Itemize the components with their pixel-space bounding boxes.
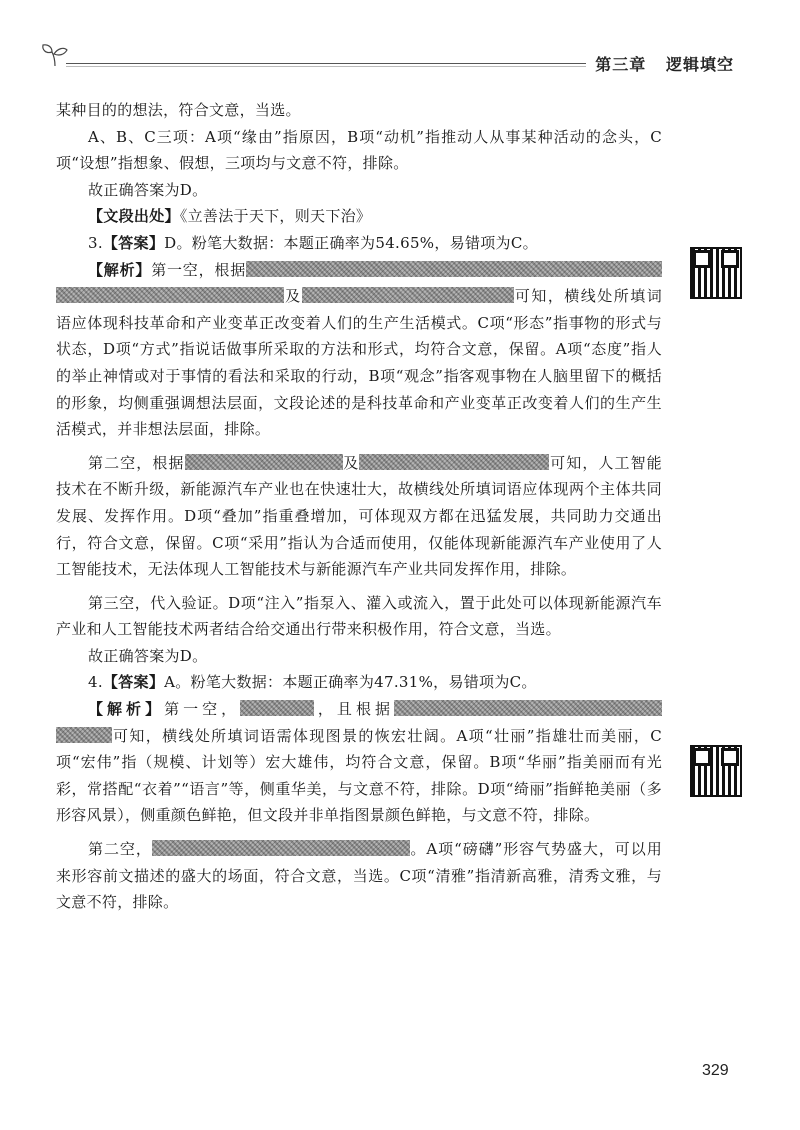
analysis-label: 【解析】 [88,260,152,279]
qr-code-icon[interactable] [690,745,742,797]
answer-line-4: 4.【答案】A。粉笔大数据：本题正确率为47.31%，易错项为C。 [88,673,537,692]
analysis-label: 【解析】 [88,700,165,719]
answer-line-3: 3.【答案】D。粉笔大数据：本题正确率为54.65%，易错项为C。 [88,233,538,252]
redacted-text [394,700,662,716]
answer-label: 【答案】 [102,233,165,252]
source-label: 【文段出处】 [88,207,180,226]
paragraph: 第二空， 。A项“磅礴”形容气势盛大，可以用来形容前文描述的盛大的场面，符合文意，当选。C项“清雅”指清新高雅，清秀文雅，与文意不符，排除。 [56,840,662,912]
redacted-text [185,454,343,470]
paragraph: 故正确答案为D。 [88,180,208,199]
redacted-text [152,840,410,856]
redacted-text [246,261,662,277]
paragraph: A、B、C三项：A项“缘由”指原因，B项“动机”指推动人从事某种活动的念头，C项“设想”指想象、假想，三项均与文意不符，排除。 [56,127,662,173]
analysis-paragraph: 【解析】第一空，根据及 可知，横线处所填词语应体现科技革命和产业变革正改变着人们的生产生活模式。C项“形态”指事物的形式与状态，D项“方式”指说话做事所采取的方法和形式，均符合文意，保留。A项“态度”指人的举止神情或对于事情的看法和采取的行动，B项“观念”指客观事物在人脑里留下的概括的形象，均侧重强调想法层面，文段论述的是科技革命和产业变革正改变着人们的生产生活模式，并非想法层面，排除。 [56,260,662,439]
paragraph: 故正确答案为D。 [88,646,208,665]
header-rule [66,63,586,64]
redacted-text [240,700,314,716]
redacted-text [359,454,549,470]
paragraph: 某种目的的想法，符合文意，当选。 [56,101,301,119]
analysis-paragraph: 【解析】第一空， ，且根据可知，横线处所填词语需体现图景的恢宏壮阔。A项“壮丽”指雄壮而美丽，C项“宏伟”指（规模、计划等）宏大雄伟，均符合文意，保留。B项“华丽”指美丽而有光彩，常搭配“衣着”“语言”等，侧重华美，与文意不符，排除。D项“绮丽”指鲜艳美丽（多形容风景），侧重颜色鲜艳，但文段并非单指图景颜色鲜艳，与文意不符，排除。 [56,700,662,825]
answer-label: 【答案】 [102,673,165,692]
chapter-title: 第三章 逻辑填空 [595,55,734,74]
source-line: 【文段出处】《立善法于天下，则天下治》 [88,207,372,226]
redacted-text [302,287,514,303]
page-number: 329 [702,1062,729,1079]
redacted-text [56,727,112,743]
paragraph: 第二空，根据 及 可知，人工智能技术在不断升级，新能源汽车产业也在快速壮大，故横线处所填词语应体现两个主体共同发展、发挥作用。D项“叠加”指重叠增加，可体现双方都在迅猛发展，共同助力交通出行，符合文意，保留。C项“采用”指认为合适而使用，仅能体现新能源汽车产业使用了人工智能技术，无法体现人工智能技术与新能源汽车产业共同发挥作用，排除。 [56,453,662,579]
redacted-text [56,287,284,303]
paragraph: 第三空，代入验证。D项“注入”指泵入、灌入或流入，置于此处可以体现新能源汽车产业和人工智能技术两者结合给交通出行带来积极作用，符合文意，当选。 [56,593,662,639]
qr-code-icon[interactable] [690,247,742,299]
page-body [56,97,662,916]
sprout-leaf-icon [40,42,70,68]
header-rule-secondary [66,66,586,67]
